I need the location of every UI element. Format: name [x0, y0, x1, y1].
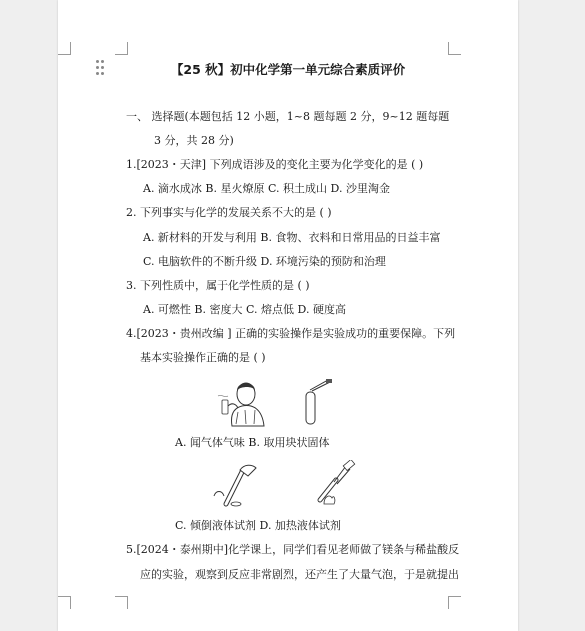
q1-stem: 1.[2023・天津] 下列成语涉及的变化主要为化学变化的是 ( ) [126, 158, 424, 171]
q4-options-ab: A. 闻气体气味 B. 取用块状固体 [175, 436, 330, 449]
pouring-liquid-figure [212, 460, 262, 508]
q4-stem-line1: 4.[2023・贵州改编 ] 正确的实验操作是实验成功的重要保障。下列 [126, 327, 456, 340]
q2-stem: 2. 下列事实与化学的发展关系不大的是 ( ) [126, 206, 332, 219]
page-title: 【25 秋】初中化学第一单元综合素质评价 [170, 62, 406, 77]
heating-liquid-figure [310, 460, 362, 508]
smelling-gas-figure [212, 378, 270, 428]
q3-stem: 3. 下列性质中，属于化学性质的是 ( ) [126, 279, 310, 292]
q3-options: A. 可燃性 B. 密度大 C. 熔点低 D. 硬度高 [143, 303, 346, 316]
block-solid-figure [300, 378, 340, 428]
q2-options-ab: A. 新材料的开发与利用 B. 食物、衣料和日常用品的日益丰富 [143, 231, 441, 244]
q4-stem-line2: 基本实验操作正确的是 ( ) [140, 351, 266, 364]
q1-options: A. 滴水成冰 B. 星火燎原 C. 积土成山 D. 沙里淘金 [143, 182, 390, 195]
section-heading-line1: 一、 选择题(本题包括 12 小题，1~8 题每题 2 分，9~12 题每题 [126, 110, 450, 123]
q4-options-cd: C. 倾倒液体试剂 D. 加热液体试剂 [175, 519, 341, 532]
q5-stem-line2: 应的实验，观察到反应非常剧烈，还产生了大量气泡，于是就提出 [140, 568, 459, 581]
q5-stem-line1: 5.[2024・泰州期中]化学课上，同学们看见老师做了镁条与稀盐酸反 [126, 543, 460, 556]
section-heading-line2: 3 分，共 28 分) [154, 134, 234, 147]
q2-options-cd: C. 电脑软件的不断升级 D. 环境污染的预防和治理 [143, 255, 386, 268]
